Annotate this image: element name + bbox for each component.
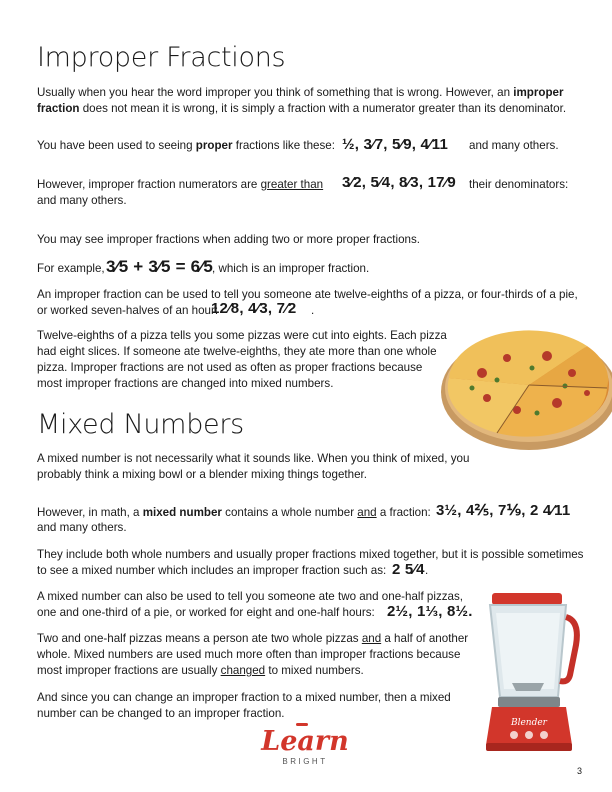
math-text-end: a fraction:	[376, 506, 431, 519]
math-text-mid: contains a whole number	[221, 506, 358, 519]
intro-text-end: does not mean it is wrong, it is simply a fraction with a numerator greater than its denominator.	[79, 102, 567, 115]
final-line-1: And since you can change an improper fraction to a mixed number, then a mixed	[37, 691, 451, 704]
two-l3-text-end: to mixed numbers.	[265, 664, 364, 677]
learn-bright-logo	[255, 728, 355, 766]
intro-text: Usually when you hear the word improper you think of something that is wrong. However, an	[37, 86, 514, 99]
pizza-line-2-period: .	[311, 304, 315, 317]
page-number: 3	[577, 766, 583, 776]
logo-accent	[296, 723, 308, 726]
blender-image	[474, 585, 584, 753]
improper-intro	[37, 85, 577, 117]
math-text: However, in math, a	[37, 506, 143, 519]
greater-text: However, improper fraction numerators are	[37, 178, 261, 191]
two-text: Two and one-half pizzas means a person ate two whole pizzas	[37, 632, 362, 645]
heading-improper-fractions: Improper Fractions	[37, 42, 286, 73]
two-l3-underline: changed	[220, 664, 266, 677]
include-period: .	[425, 564, 429, 577]
improper-fraction-examples: 3⁄2, 5⁄4, 8⁄3, 17⁄9	[342, 174, 456, 191]
pizzas-examples: 2½, 1⅓, 8½.	[387, 603, 473, 620]
two-line-1	[37, 631, 468, 647]
math-and-many: and many others.	[37, 521, 127, 534]
math-underline: and	[357, 506, 377, 519]
proper-sentence	[37, 138, 335, 154]
two-underline: and	[361, 632, 382, 645]
math-sentence	[37, 505, 431, 521]
final-line-2: number can be changed to an improper fraction.	[37, 707, 285, 720]
improper-greater-sentence	[37, 177, 323, 193]
logo-sub: BRIGHT	[282, 757, 328, 766]
greater-underline: greater than	[260, 178, 324, 191]
pizza-line-1: An improper fraction can be used to tell you someone ate twelve-eighths of a pizza, or four-thirds of a pie,	[37, 288, 578, 301]
adding-line: You may see improper fractions when adding two or more proper fractions.	[37, 233, 421, 246]
two-line-2: whole. Mixed numbers are used much more often than improper fractions because	[37, 648, 461, 661]
include-example: 2 5⁄4	[392, 561, 425, 578]
example-equation: 3⁄5 + 3⁄5 = 6⁄5	[106, 257, 213, 276]
twelve-line-2: had eight slices. If someone ate twelve-eighths, they ate more than one whole	[37, 345, 437, 358]
pizza-line-2: or worked seven-halves of an hour:	[37, 304, 219, 317]
twelve-paragraph	[37, 328, 447, 392]
math-bold: mixed number	[142, 506, 222, 519]
proper-text-mid: fractions like these:	[232, 139, 335, 152]
proper-and-many: and many others.	[469, 139, 559, 152]
twelve-line-4: most improper fractions are changed into mixed numbers.	[37, 377, 334, 390]
pizza-image	[437, 318, 612, 453]
final-paragraph	[37, 690, 451, 722]
intro-bold: improper fraction	[37, 86, 564, 115]
logo-word: Learn	[261, 726, 349, 757]
include-line-1: They include both whole numbers and usually proper fractions mixed together, but it is possible sometimes	[37, 548, 584, 561]
proper-bold: proper	[195, 139, 233, 152]
mixed-intro-line-2: probably think a mixing bowl or a blender mixing things together.	[37, 468, 367, 481]
proper-fraction-examples: ½, 3⁄7, 5⁄9, 4⁄11	[342, 136, 448, 153]
pizzas-line-2: one and one-third of a pie, or worked for eight and one-half hours:	[37, 606, 375, 619]
proper-text: You have been used to seeing	[37, 139, 196, 152]
two-paragraph	[37, 631, 468, 679]
improper-and-many: and many others.	[37, 194, 127, 207]
blender-brand-label: Blender	[510, 718, 548, 728]
two-text-end: a half of another	[381, 632, 469, 645]
twelve-line-1: Twelve-eighths of a pizza tells you some pizzas were cut into eights. Each pizza	[37, 329, 447, 342]
mixed-number-examples: 3½, 4⅖, 7⅑, 2 4⁄11	[436, 502, 571, 519]
include-line-2: to see a mixed number which includes an improper fraction such as:	[37, 564, 387, 577]
pizzas-line-1: A mixed number can also be used to tell you someone ate two and one-half pizzas,	[37, 590, 464, 603]
mixed-intro	[37, 451, 469, 483]
two-l3-text: most improper fractions are usually	[37, 664, 221, 677]
example-post: , which is an improper fraction.	[212, 262, 370, 275]
mixed-intro-line-1: A mixed number is not necessarily what it sounds like. When you think of mixed, you	[37, 452, 470, 465]
two-line-3	[37, 663, 468, 679]
twelve-line-3: pizza. Improper fractions are not used as often as proper fractions because	[37, 361, 423, 374]
example-pre: For example,	[37, 262, 105, 275]
heading-mixed-numbers: Mixed Numbers	[37, 409, 244, 440]
pizza-fraction-examples: 12⁄8, 4⁄3, 7⁄2	[211, 300, 297, 317]
improper-their-denominators: their denominators:	[469, 178, 569, 191]
